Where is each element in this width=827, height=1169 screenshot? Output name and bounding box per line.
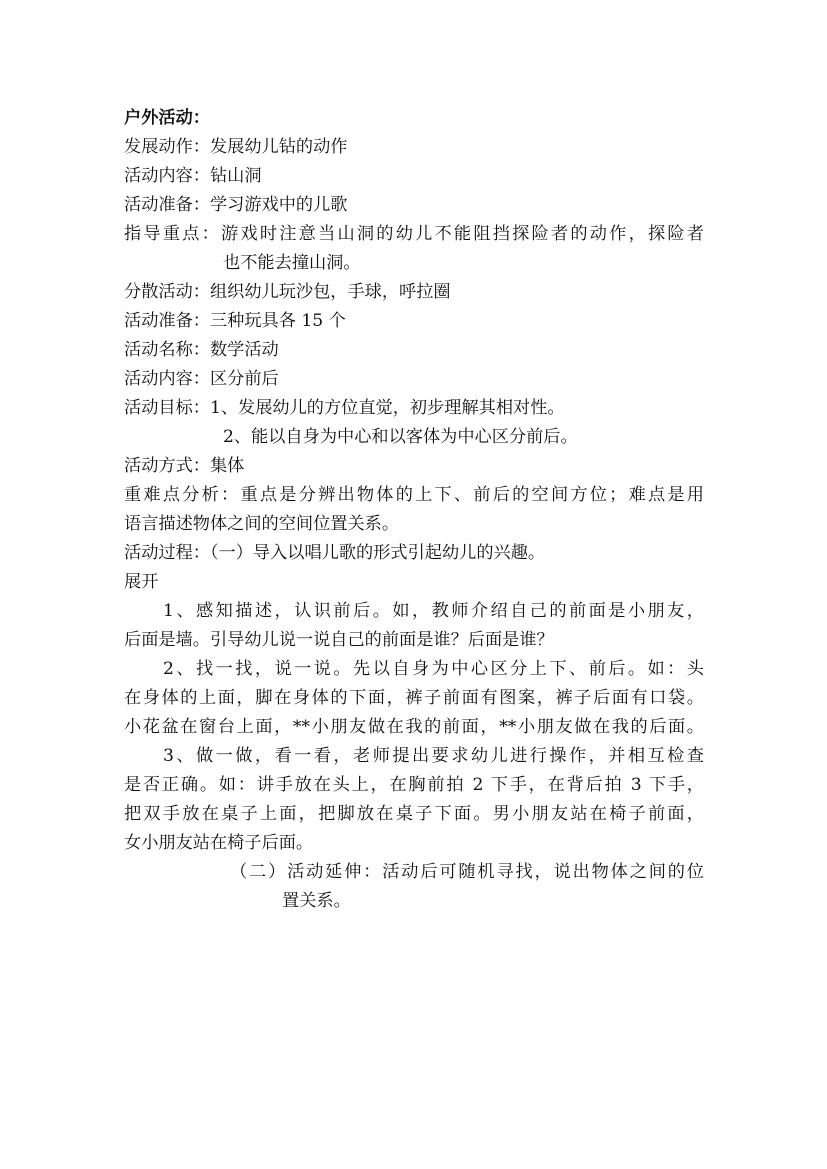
text-line: 在身体的上面，脚在身体的下面，裤子前面有图案，裤子后面有口袋。 xyxy=(124,688,704,708)
text-line: 也不能去撞山洞。 xyxy=(223,253,361,273)
text-line: 语言描述物体之间的空间位置关系。 xyxy=(124,514,400,534)
text-line: 1、感知描述，认识前后。如，教师介绍自己的前面是小朋友， xyxy=(163,601,704,621)
text-line: 活动准备：学习游戏中的儿歌 xyxy=(124,195,348,215)
text-line: 发展动作：发展幼儿钻的动作 xyxy=(124,137,348,157)
text-line: 2、找一找，说一说。先以自身为中心区分上下、前后。如：头 xyxy=(163,659,704,679)
text-line: 女小朋友站在椅子后面。 xyxy=(124,833,314,853)
text-line: 置关系。 xyxy=(282,891,351,911)
heading-outdoor-activity: 户外活动： xyxy=(124,108,210,128)
text-line: 分散活动：组织幼儿玩沙包，手球，呼拉圈 xyxy=(124,282,451,302)
text-line: 3、做一做，看一看，老师提出要求幼儿进行操作，并相互检查 xyxy=(163,746,704,766)
text-line: 活动过程：（一）导入以唱儿歌的形式引起幼儿的兴趣。 xyxy=(124,543,546,563)
text-line: 把双手放在桌子上面，把脚放在桌子下面。男小朋友站在椅子前面， xyxy=(124,804,704,824)
text-line: （二）活动延伸：活动后可随机寻找，说出物体之间的位 xyxy=(230,862,704,882)
text-line: 活动名称：数学活动 xyxy=(124,340,279,360)
text-line: 是否正确。如：讲手放在头上，在胸前拍 2 下手，在背后拍 3 下手， xyxy=(124,775,704,795)
text-line: 重难点分析：重点是分辨出物体的上下、前后的空间方位；难点是用 xyxy=(124,485,704,505)
text-line: 活动准备：三种玩具各 15 个 xyxy=(124,311,346,331)
text-line: 后面是墙。引导幼儿说一说自己的前面是谁？后面是谁？ xyxy=(124,630,554,650)
text-line: 2、能以自身为中心和以客体为中心区分前后。 xyxy=(223,427,578,447)
text-line: 活动方式：集体 xyxy=(124,456,245,476)
text-line: 指导重点：游戏时注意当山洞的幼儿不能阻挡探险者的动作，探险者 xyxy=(124,224,704,244)
text-line: 活动目标：1、发展幼儿的方位直觉，初步理解其相对性。 xyxy=(124,398,565,418)
text-line: 活动内容：钻山洞 xyxy=(124,166,262,186)
text-line: 小花盆在窗台上面，**小朋友做在我的前面，**小朋友做在我的后面。 xyxy=(124,717,704,737)
text-line: 活动内容：区分前后 xyxy=(124,369,279,389)
text-line: 展开 xyxy=(124,572,159,592)
